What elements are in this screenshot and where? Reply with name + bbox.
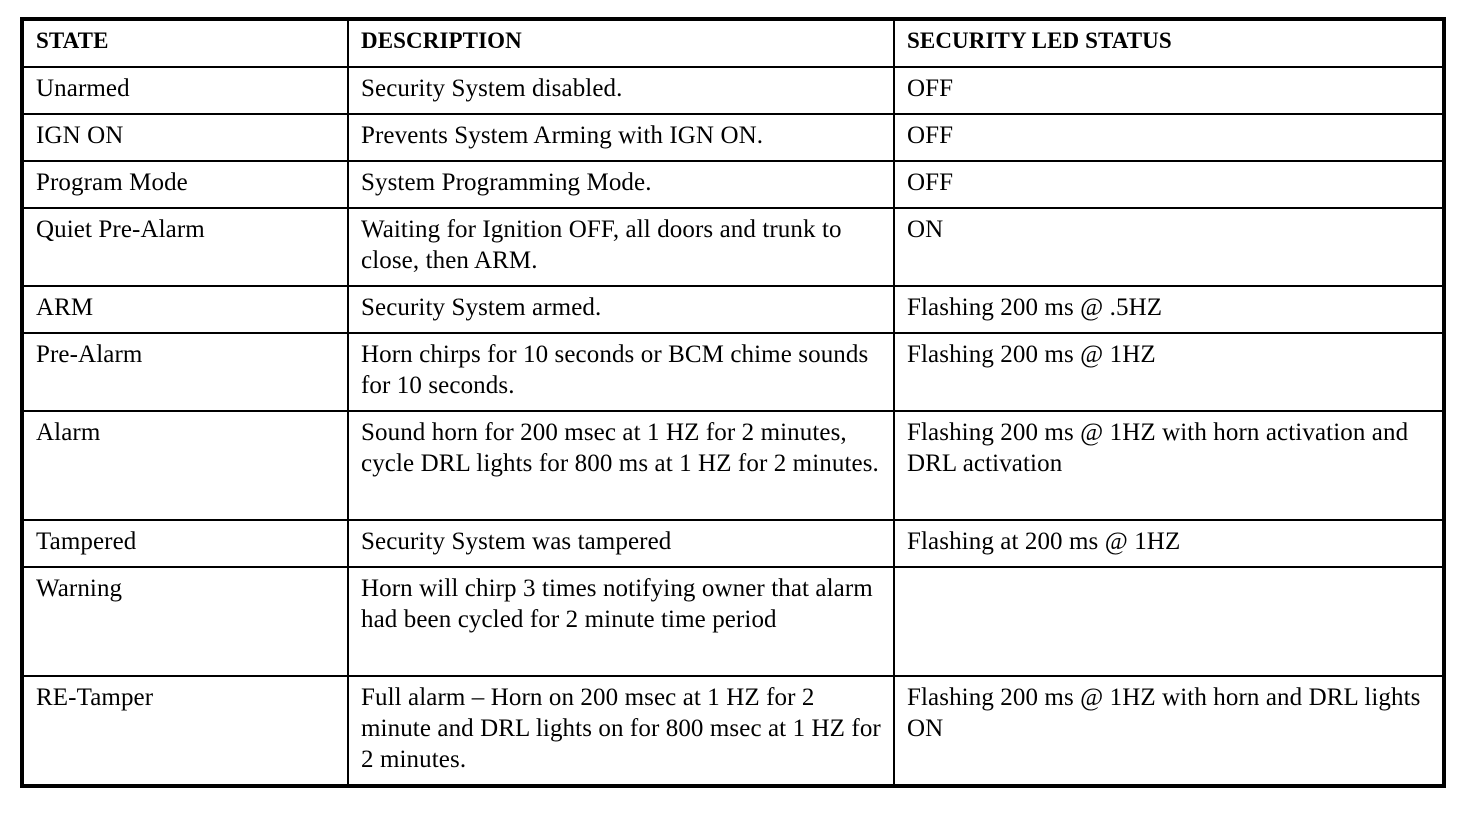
- led-status-cell: OFF: [894, 67, 1444, 114]
- table-row: [22, 676, 1444, 786]
- description-cell: Horn chirps for 10 seconds or BCM chime sounds for 10 seconds.: [348, 333, 894, 411]
- led-status-cell: Flashing 200 ms @ .5HZ: [894, 286, 1444, 333]
- description-cell: Full alarm – Horn on 200 msec at 1 HZ for 2 minute and DRL lights on for 800 msec at 1 HZ for 2 minutes.: [348, 676, 894, 786]
- description-cell: Security System was tampered: [348, 520, 894, 567]
- table-row: [22, 161, 1444, 208]
- description-cell: Security System disabled.: [348, 67, 894, 114]
- state-cell: RE-Tamper: [22, 676, 348, 786]
- table-header: [22, 19, 1444, 67]
- table-row: [22, 208, 1444, 286]
- description-cell: Prevents System Arming with IGN ON.: [348, 114, 894, 161]
- table-row: [22, 286, 1444, 333]
- table-row: [22, 333, 1444, 411]
- led-status-cell: Flashing at 200 ms @ 1HZ: [894, 520, 1444, 567]
- led-status-cell: Flashing 200 ms @ 1HZ: [894, 333, 1444, 411]
- description-cell: Security System armed.: [348, 286, 894, 333]
- description-cell: Waiting for Ignition OFF, all doors and trunk to close, then ARM.: [348, 208, 894, 286]
- led-status-cell: Flashing 200 ms @ 1HZ with horn activation and DRL activation: [894, 411, 1444, 520]
- header-state: STATE: [22, 19, 348, 67]
- state-cell: Alarm: [22, 411, 348, 520]
- led-status-cell: OFF: [894, 114, 1444, 161]
- led-status-cell: [894, 567, 1444, 676]
- description-cell: System Programming Mode.: [348, 161, 894, 208]
- table-row: [22, 67, 1444, 114]
- header-led-status: SECURITY LED STATUS: [894, 19, 1444, 67]
- state-cell: Quiet Pre-Alarm: [22, 208, 348, 286]
- header-row: [22, 19, 1444, 67]
- led-status-cell: OFF: [894, 161, 1444, 208]
- state-cell: ARM: [22, 286, 348, 333]
- state-cell: Tampered: [22, 520, 348, 567]
- state-cell: Program Mode: [22, 161, 348, 208]
- table-row: [22, 520, 1444, 567]
- description-cell: Sound horn for 200 msec at 1 HZ for 2 minutes, cycle DRL lights for 800 ms at 1 HZ for 2 minutes.: [348, 411, 894, 520]
- table-row: [22, 411, 1444, 520]
- table-row: [22, 567, 1444, 676]
- state-cell: IGN ON: [22, 114, 348, 161]
- description-cell: Horn will chirp 3 times notifying owner that alarm had been cycled for 2 minute time period: [348, 567, 894, 676]
- state-cell: Pre-Alarm: [22, 333, 348, 411]
- state-cell: Unarmed: [22, 67, 348, 114]
- led-status-cell: Flashing 200 ms @ 1HZ with horn and DRL lights ON: [894, 676, 1444, 786]
- table-body: [22, 67, 1444, 786]
- state-cell: Warning: [22, 567, 348, 676]
- security-states-table: [20, 17, 1446, 788]
- led-status-cell: ON: [894, 208, 1444, 286]
- table-row: [22, 114, 1444, 161]
- header-description: DESCRIPTION: [348, 19, 894, 67]
